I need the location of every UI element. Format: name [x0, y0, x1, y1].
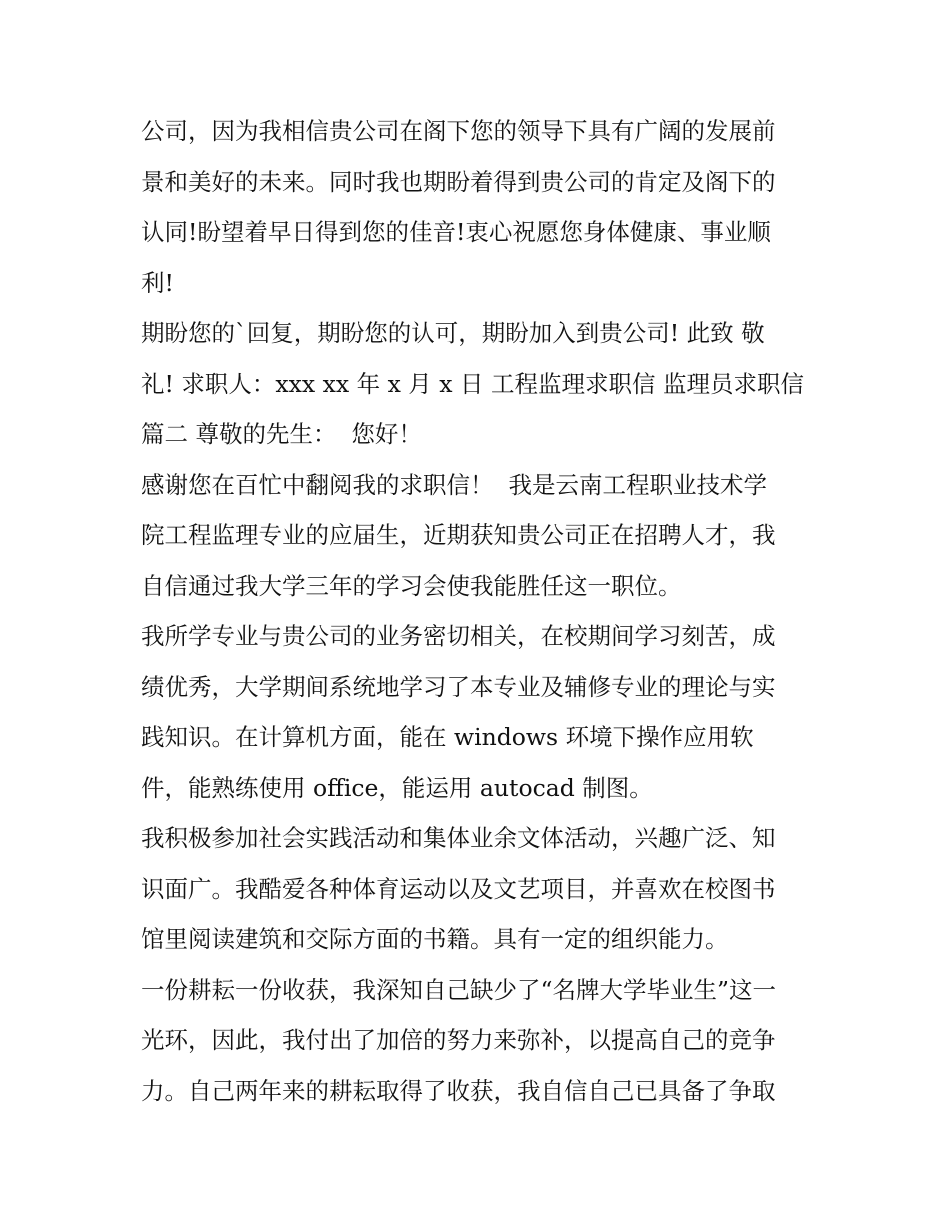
document-body — [141, 106, 821, 1116]
text-line: 公司，因为我相信贵公司在阁下您的领导下具有广阔的发展前 — [141, 117, 776, 145]
text-line: 感谢您在百忙中翻阅我的求职信！ 我是云南工程职业技术学 — [141, 470, 767, 499]
text-line: 院工程监理专业的应届生，近期获知贵公司正在招聘人才，我 — [141, 521, 776, 549]
text-line: 力。自己两年来的耕耘取得了收获，我自信自己已具备了争取 — [141, 1076, 776, 1105]
text-line: 期盼您的`回复，期盼您的认可，期盼加入到贵公司! 此致 敬 — [141, 319, 765, 347]
text-line: 篇二 尊敬的先生： 您好！ — [141, 420, 422, 448]
text-line: 我所学专业与贵公司的业务密切相关，在校期间学习刻苦，成 — [141, 622, 776, 650]
text-line: 礼! 求职人：xxx xx 年 x 月 x 日 工程监理求职信 监理员求职信 — [141, 369, 804, 398]
text-line: 景和美好的未来。同时我也期盼着得到贵公司的肯定及阁下的 — [141, 167, 776, 196]
text-line: 利! — [141, 268, 174, 297]
text-line: 馆里阅读建筑和交际方面的书籍。具有一定的组织能力。 — [141, 925, 729, 953]
text-line: 光环，因此，我付出了加倍的努力来弥补，以提高自己的竞争 — [141, 1026, 776, 1054]
text-line: 件，能熟练使用 office，能运用 autocad 制图。 — [141, 773, 653, 802]
text-line: 一份耕耘一份收获，我深知自己缺少了“名牌大学毕业生”这一 — [141, 975, 777, 1004]
text-line: 我积极参加社会实践活动和集体业余文体活动，兴趣广泛、知 — [141, 824, 776, 852]
text-line: 识面广。我酷爱各种体育运动以及文艺项目，并喜欢在校图书 — [141, 874, 776, 903]
text-line: 绩优秀，大学期间系统地学习了本专业及辅修专业的理论与实 — [141, 672, 776, 701]
text-line: 自信通过我大学三年的学习会使我能胜任这一职位。 — [141, 571, 682, 600]
text-line: 践知识。在计算机方面，能在 windows 环境下操作应用软 — [141, 723, 754, 751]
text-line: 认同!盼望着早日得到您的佳音!衷心祝愿您身体健康、事业顺 — [141, 218, 771, 246]
